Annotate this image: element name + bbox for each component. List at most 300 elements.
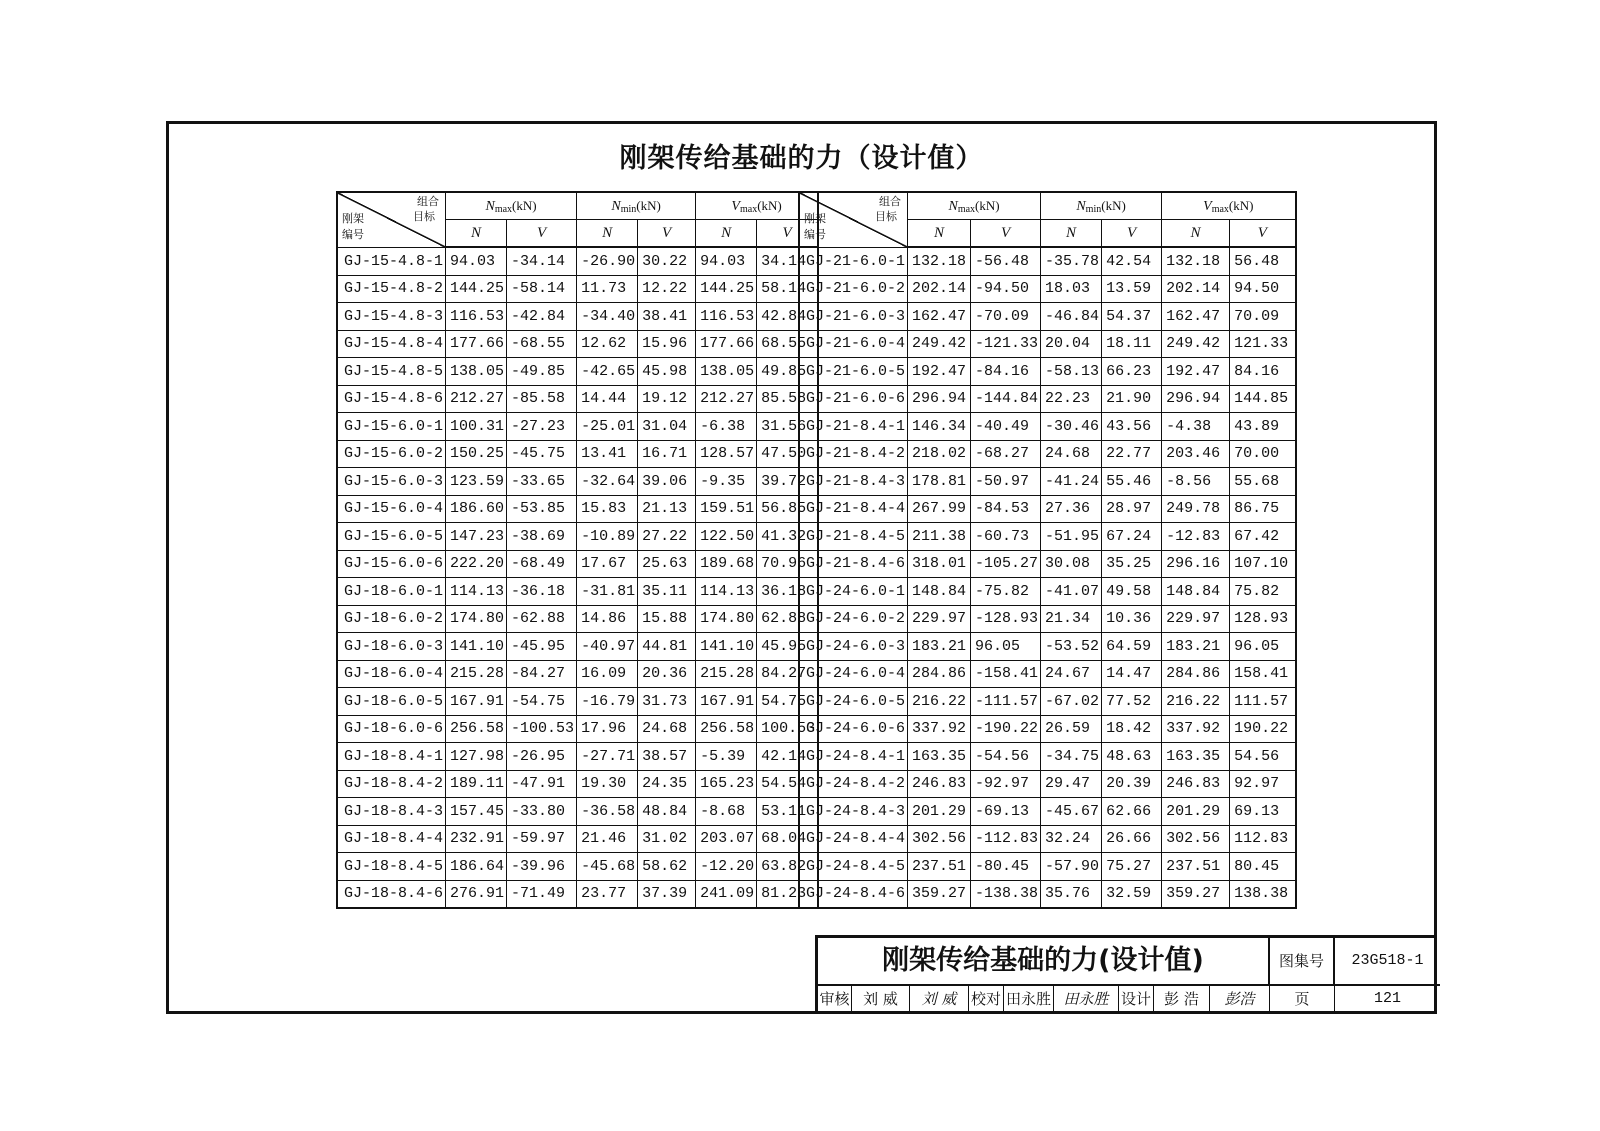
- force-value-cell: 24.68: [1041, 440, 1102, 468]
- force-value-cell: 141.10: [446, 633, 507, 661]
- title-block: [815, 935, 1437, 1014]
- frame-id-cell: GJ-24-6.0-4: [799, 660, 908, 688]
- force-value-cell: 144.25: [446, 275, 507, 303]
- group-unit: (kN): [1228, 197, 1254, 213]
- table-row: [337, 468, 818, 496]
- force-value-cell: 27.36: [1041, 495, 1102, 523]
- col-header: V: [638, 220, 696, 248]
- col-header: N: [446, 220, 507, 248]
- force-value-cell: 216.22: [1162, 688, 1230, 716]
- force-value-cell: -50.97: [971, 468, 1041, 496]
- force-value-cell: 48.63: [1102, 743, 1162, 771]
- frame-id-cell: GJ-15-4.8-4: [337, 330, 446, 358]
- force-value-cell: 64.59: [1102, 633, 1162, 661]
- force-value-cell: 203.07: [696, 825, 757, 853]
- force-value-cell: 127.98: [446, 743, 507, 771]
- force-value-cell: 13.41: [577, 440, 638, 468]
- force-value-cell: -40.49: [971, 413, 1041, 441]
- force-value-cell: 14.44: [577, 385, 638, 413]
- force-value-cell: 359.27: [1162, 880, 1230, 908]
- force-value-cell: 20.36: [638, 660, 696, 688]
- frame-id-cell: GJ-18-6.0-6: [337, 715, 446, 743]
- force-value-cell: 13.59: [1102, 275, 1162, 303]
- force-value-cell: -68.55: [507, 330, 577, 358]
- force-value-cell: 183.21: [1162, 633, 1230, 661]
- force-value-cell: 92.97: [1230, 770, 1296, 798]
- force-value-cell: 114.13: [696, 578, 757, 606]
- frame-id-cell: GJ-15-6.0-4: [337, 495, 446, 523]
- frame-id-cell: GJ-18-8.4-1: [337, 743, 446, 771]
- force-value-cell: -67.02: [1041, 688, 1102, 716]
- frame-id-cell: GJ-18-6.0-3: [337, 633, 446, 661]
- page-number: 121: [1373, 990, 1401, 1007]
- frame-id-cell: GJ-24-8.4-1: [799, 743, 908, 771]
- force-value-cell: -45.67: [1041, 798, 1102, 826]
- force-value-cell: -34.75: [1041, 743, 1102, 771]
- force-value-cell: 31.73: [638, 688, 696, 716]
- force-value-cell: 296.16: [1162, 550, 1230, 578]
- frame-id-cell: GJ-21-8.4-1: [799, 413, 908, 441]
- force-value-cell: 12.62: [577, 330, 638, 358]
- force-value-cell: 18.11: [1102, 330, 1162, 358]
- drawing-name: 刚架传给基础的力(设计值): [818, 938, 1270, 986]
- group-symbol: N: [485, 198, 495, 214]
- frame-id-cell: GJ-15-4.8-5: [337, 358, 446, 386]
- force-value-cell: 54.75: [757, 688, 819, 716]
- force-value-cell: 203.46: [1162, 440, 1230, 468]
- force-value-cell: 18.42: [1102, 715, 1162, 743]
- force-value-cell: 229.97: [908, 605, 971, 633]
- force-value-cell: 10.36: [1102, 605, 1162, 633]
- force-value-cell: 138.05: [446, 358, 507, 386]
- force-value-cell: 44.81: [638, 633, 696, 661]
- col-header: N: [1041, 220, 1102, 248]
- force-value-cell: 201.29: [908, 798, 971, 826]
- group-unit: (kN): [975, 197, 1000, 213]
- force-value-cell: 163.35: [1162, 743, 1230, 771]
- group-subscript: max: [1211, 203, 1229, 215]
- table-row: [337, 495, 818, 523]
- force-value-cell: 17.96: [577, 715, 638, 743]
- force-value-cell: 158.41: [1230, 660, 1296, 688]
- review-name: 刘 威: [852, 986, 910, 1014]
- force-value-cell: 26.66: [1102, 825, 1162, 853]
- force-value-cell: 157.45: [446, 798, 507, 826]
- corner-label: 目标: [413, 210, 436, 223]
- force-value-cell: 116.53: [696, 303, 757, 331]
- force-value-cell: -60.73: [971, 523, 1041, 551]
- force-value-cell: 146.34: [908, 413, 971, 441]
- force-value-cell: 68.04: [757, 825, 819, 853]
- frame-id-cell: GJ-15-6.0-3: [337, 468, 446, 496]
- force-value-cell: 22.77: [1102, 440, 1162, 468]
- force-value-cell: 229.97: [1162, 605, 1230, 633]
- group-symbol: V: [1203, 198, 1212, 214]
- force-value-cell: -8.56: [1162, 468, 1230, 496]
- group-header-nmax: [446, 192, 577, 220]
- force-value-cell: 256.58: [696, 715, 757, 743]
- force-value-cell: 45.95: [757, 633, 819, 661]
- force-value-cell: 53.11: [757, 798, 819, 826]
- table-row: [337, 440, 818, 468]
- force-value-cell: -51.95: [1041, 523, 1102, 551]
- force-value-cell: 128.93: [1230, 605, 1296, 633]
- col-header: N: [696, 220, 757, 248]
- table-row: [337, 247, 818, 275]
- force-value-cell: -33.80: [507, 798, 577, 826]
- frame-id-cell: GJ-18-8.4-2: [337, 770, 446, 798]
- group-symbol: N: [611, 198, 621, 214]
- force-table-right: [798, 191, 1297, 909]
- force-value-cell: 147.23: [446, 523, 507, 551]
- force-value-cell: 128.57: [696, 440, 757, 468]
- group-unit: (kN): [757, 197, 782, 213]
- force-value-cell: 36.18: [757, 578, 819, 606]
- frame-id-cell: GJ-21-6.0-2: [799, 275, 908, 303]
- force-value-cell: -8.68: [696, 798, 757, 826]
- force-value-cell: -46.84: [1041, 303, 1102, 331]
- force-value-cell: 70.96: [757, 550, 819, 578]
- force-value-cell: 18.03: [1041, 275, 1102, 303]
- frame-id-cell: GJ-24-6.0-6: [799, 715, 908, 743]
- force-value-cell: -85.58: [507, 385, 577, 413]
- force-value-cell: -12.20: [696, 853, 757, 881]
- table-row: [799, 688, 1296, 716]
- force-value-cell: -32.64: [577, 468, 638, 496]
- frame-id-cell: GJ-18-6.0-1: [337, 578, 446, 606]
- force-value-cell: 55.68: [1230, 468, 1296, 496]
- force-value-cell: -45.75: [507, 440, 577, 468]
- table-row: [337, 275, 818, 303]
- force-value-cell: 41.32: [757, 523, 819, 551]
- force-value-cell: 296.94: [1162, 385, 1230, 413]
- force-value-cell: 192.47: [908, 358, 971, 386]
- frame-id-cell: GJ-18-8.4-3: [337, 798, 446, 826]
- force-value-cell: 216.22: [908, 688, 971, 716]
- group-subscript: max: [957, 203, 976, 215]
- force-value-cell: 21.13: [638, 495, 696, 523]
- force-value-cell: 94.03: [696, 247, 757, 275]
- force-value-cell: 24.35: [638, 770, 696, 798]
- force-value-cell: 54.56: [1230, 743, 1296, 771]
- frame-id-cell: GJ-18-6.0-2: [337, 605, 446, 633]
- force-value-cell: -100.53: [507, 715, 577, 743]
- table-row: [337, 358, 818, 386]
- table-row: [337, 798, 818, 826]
- force-value-cell: 249.42: [908, 330, 971, 358]
- table-body-right: [799, 247, 1296, 908]
- force-value-cell: 111.57: [1230, 688, 1296, 716]
- frame-id-cell: GJ-21-8.4-5: [799, 523, 908, 551]
- force-value-cell: -45.68: [577, 853, 638, 881]
- force-value-cell: -38.69: [507, 523, 577, 551]
- force-value-cell: 14.86: [577, 605, 638, 633]
- frame-id-cell: GJ-24-8.4-3: [799, 798, 908, 826]
- force-value-cell: 215.28: [446, 660, 507, 688]
- force-value-cell: -6.38: [696, 413, 757, 441]
- force-value-cell: -53.85: [507, 495, 577, 523]
- force-value-cell: 256.58: [446, 715, 507, 743]
- force-value-cell: -35.78: [1041, 247, 1102, 275]
- force-value-cell: 38.57: [638, 743, 696, 771]
- force-value-cell: 67.42: [1230, 523, 1296, 551]
- frame-id-cell: GJ-21-6.0-3: [799, 303, 908, 331]
- force-value-cell: -27.71: [577, 743, 638, 771]
- force-value-cell: 26.59: [1041, 715, 1102, 743]
- force-value-cell: 211.38: [908, 523, 971, 551]
- table-row: [337, 853, 818, 881]
- force-value-cell: 165.23: [696, 770, 757, 798]
- force-value-cell: 27.22: [638, 523, 696, 551]
- force-value-cell: -30.46: [1041, 413, 1102, 441]
- force-value-cell: 178.81: [908, 468, 971, 496]
- table-row: [337, 605, 818, 633]
- force-value-cell: -75.82: [971, 578, 1041, 606]
- force-value-cell: 47.50: [757, 440, 819, 468]
- force-value-cell: -190.22: [971, 715, 1041, 743]
- force-value-cell: 190.22: [1230, 715, 1296, 743]
- col-header: V: [1102, 220, 1162, 248]
- force-value-cell: 138.05: [696, 358, 757, 386]
- force-value-cell: 22.23: [1041, 385, 1102, 413]
- force-value-cell: 249.42: [1162, 330, 1230, 358]
- frame-id-cell: GJ-21-8.4-2: [799, 440, 908, 468]
- force-value-cell: 30.22: [638, 247, 696, 275]
- force-value-cell: -16.79: [577, 688, 638, 716]
- force-value-cell: -33.65: [507, 468, 577, 496]
- force-value-cell: 16.71: [638, 440, 696, 468]
- force-value-cell: 66.23: [1102, 358, 1162, 386]
- frame-id-cell: GJ-15-4.8-1: [337, 247, 446, 275]
- force-value-cell: -9.35: [696, 468, 757, 496]
- force-value-cell: 150.25: [446, 440, 507, 468]
- force-value-cell: 62.88: [757, 605, 819, 633]
- force-value-cell: 116.53: [446, 303, 507, 331]
- force-value-cell: 183.21: [908, 633, 971, 661]
- table-row: [337, 825, 818, 853]
- table-body-left: [337, 247, 818, 908]
- force-value-cell: 237.51: [908, 853, 971, 881]
- force-value-cell: 49.58: [1102, 578, 1162, 606]
- force-value-cell: 55.46: [1102, 468, 1162, 496]
- page-title: 刚架传给基础的力（设计值）: [619, 143, 984, 174]
- force-value-cell: -39.96: [507, 853, 577, 881]
- force-value-cell: -47.91: [507, 770, 577, 798]
- frame-id-cell: GJ-24-8.4-2: [799, 770, 908, 798]
- force-value-cell: 174.80: [696, 605, 757, 633]
- frame-id-cell: GJ-21-6.0-1: [799, 247, 908, 275]
- force-value-cell: 212.27: [696, 385, 757, 413]
- col-header: N: [1162, 220, 1230, 248]
- force-value-cell: -26.90: [577, 247, 638, 275]
- force-value-cell: -53.52: [1041, 633, 1102, 661]
- force-value-cell: 186.60: [446, 495, 507, 523]
- force-value-cell: 94.03: [446, 247, 507, 275]
- group-header-vmax: [1162, 192, 1296, 220]
- force-value-cell: 69.13: [1230, 798, 1296, 826]
- frame-id-cell: GJ-24-8.4-5: [799, 853, 908, 881]
- force-value-cell: 132.18: [908, 247, 971, 275]
- frame-id-cell: GJ-24-6.0-5: [799, 688, 908, 716]
- frame-id-cell: GJ-18-6.0-4: [337, 660, 446, 688]
- frame-id-cell: GJ-18-8.4-4: [337, 825, 446, 853]
- force-value-cell: 35.76: [1041, 880, 1102, 908]
- force-value-cell: 35.11: [638, 578, 696, 606]
- force-value-cell: 34.14: [757, 247, 819, 275]
- force-value-cell: -144.84: [971, 385, 1041, 413]
- force-value-cell: 39.06: [638, 468, 696, 496]
- force-value-cell: -40.97: [577, 633, 638, 661]
- force-value-cell: -56.48: [971, 247, 1041, 275]
- force-value-cell: 25.63: [638, 550, 696, 578]
- force-value-cell: 19.12: [638, 385, 696, 413]
- force-value-cell: 94.50: [1230, 275, 1296, 303]
- force-value-cell: 123.59: [446, 468, 507, 496]
- force-value-cell: 43.89: [1230, 413, 1296, 441]
- force-value-cell: 112.83: [1230, 825, 1296, 853]
- group-subscript: min: [620, 203, 637, 215]
- force-value-cell: 11.73: [577, 275, 638, 303]
- force-value-cell: 20.39: [1102, 770, 1162, 798]
- force-value-cell: 121.33: [1230, 330, 1296, 358]
- force-value-cell: 212.27: [446, 385, 507, 413]
- force-value-cell: 232.91: [446, 825, 507, 853]
- table-row: [799, 385, 1296, 413]
- force-value-cell: 38.41: [638, 303, 696, 331]
- force-value-cell: 81.23: [757, 880, 819, 908]
- force-value-cell: 186.64: [446, 853, 507, 881]
- force-value-cell: 54.54: [757, 770, 819, 798]
- force-value-cell: 246.83: [1162, 770, 1230, 798]
- force-value-cell: 63.82: [757, 853, 819, 881]
- frame-id-cell: GJ-21-8.4-4: [799, 495, 908, 523]
- force-value-cell: 17.67: [577, 550, 638, 578]
- force-value-cell: -42.84: [507, 303, 577, 331]
- force-value-cell: -34.40: [577, 303, 638, 331]
- force-value-cell: 222.20: [446, 550, 507, 578]
- force-value-cell: 15.88: [638, 605, 696, 633]
- table-row: [799, 578, 1296, 606]
- force-value-cell: 337.92: [908, 715, 971, 743]
- force-value-cell: 167.91: [446, 688, 507, 716]
- table-row: [799, 770, 1296, 798]
- force-value-cell: -54.56: [971, 743, 1041, 771]
- force-value-cell: 32.59: [1102, 880, 1162, 908]
- force-value-cell: 86.75: [1230, 495, 1296, 523]
- force-value-cell: 114.13: [446, 578, 507, 606]
- table-row: [799, 523, 1296, 551]
- force-value-cell: -71.49: [507, 880, 577, 908]
- force-value-cell: 24.67: [1041, 660, 1102, 688]
- frame-id-cell: GJ-24-6.0-3: [799, 633, 908, 661]
- corner-label: 编号: [804, 228, 826, 241]
- force-value-cell: 132.18: [1162, 247, 1230, 275]
- group-symbol: N: [1076, 198, 1086, 214]
- frame-id-cell: GJ-15-6.0-2: [337, 440, 446, 468]
- force-value-cell: -49.85: [507, 358, 577, 386]
- review-signature: 刘 威: [910, 986, 969, 1014]
- frame-id-cell: GJ-21-8.4-3: [799, 468, 908, 496]
- force-value-cell: 174.80: [446, 605, 507, 633]
- table-row: [799, 880, 1296, 908]
- table-row: [337, 715, 818, 743]
- force-value-cell: -31.81: [577, 578, 638, 606]
- table-row: [799, 605, 1296, 633]
- force-value-cell: 302.56: [1162, 825, 1230, 853]
- table-row: [799, 660, 1296, 688]
- force-value-cell: 35.25: [1102, 550, 1162, 578]
- force-value-cell: 100.53: [757, 715, 819, 743]
- corner-label: 编号: [342, 228, 364, 241]
- design-signature: 彭浩: [1210, 986, 1270, 1014]
- force-value-cell: -41.07: [1041, 578, 1102, 606]
- table-row: [799, 247, 1296, 275]
- force-value-cell: 122.50: [696, 523, 757, 551]
- force-value-cell: 15.96: [638, 330, 696, 358]
- force-value-cell: 141.10: [696, 633, 757, 661]
- force-value-cell: 296.94: [908, 385, 971, 413]
- force-value-cell: 31.02: [638, 825, 696, 853]
- frame-id-cell: GJ-18-8.4-5: [337, 853, 446, 881]
- table-row: [799, 275, 1296, 303]
- force-value-cell: 162.47: [908, 303, 971, 331]
- force-value-cell: -105.27: [971, 550, 1041, 578]
- force-value-cell: -68.49: [507, 550, 577, 578]
- group-symbol: N: [948, 198, 958, 214]
- table-row: [337, 633, 818, 661]
- frame-id-cell: GJ-18-8.4-6: [337, 880, 446, 908]
- corner-label: 组合: [879, 195, 902, 208]
- force-value-cell: 218.02: [908, 440, 971, 468]
- force-value-cell: 148.84: [908, 578, 971, 606]
- force-value-cell: 32.24: [1041, 825, 1102, 853]
- group-symbol: V: [731, 198, 740, 214]
- corner-label: 刚架: [804, 212, 826, 225]
- group-subscript: max: [739, 203, 758, 215]
- force-value-cell: 24.68: [638, 715, 696, 743]
- force-value-cell: 48.84: [638, 798, 696, 826]
- force-value-cell: 84.16: [1230, 358, 1296, 386]
- force-value-cell: -25.01: [577, 413, 638, 441]
- col-header: V: [757, 220, 819, 248]
- group-unit: (kN): [1101, 197, 1126, 213]
- group-subscript: min: [1085, 203, 1102, 215]
- force-value-cell: 56.85: [757, 495, 819, 523]
- force-value-cell: 56.48: [1230, 247, 1296, 275]
- table-row: [799, 330, 1296, 358]
- atlas-number: 23G518-1: [1335, 938, 1440, 986]
- table-row: [337, 688, 818, 716]
- group-unit: (kN): [636, 197, 661, 213]
- force-value-cell: 138.38: [1230, 880, 1296, 908]
- force-value-cell: 49.85: [757, 358, 819, 386]
- force-value-cell: -84.53: [971, 495, 1041, 523]
- force-value-cell: 84.27: [757, 660, 819, 688]
- frame-id-cell: GJ-21-8.4-6: [799, 550, 908, 578]
- table-row: [799, 550, 1296, 578]
- table-row: [337, 770, 818, 798]
- frame-id-cell: GJ-15-6.0-1: [337, 413, 446, 441]
- force-value-cell: -26.95: [507, 743, 577, 771]
- force-value-cell: 96.05: [971, 633, 1041, 661]
- frame-id-cell: GJ-18-6.0-5: [337, 688, 446, 716]
- force-value-cell: 58.14: [757, 275, 819, 303]
- table-row: [799, 743, 1296, 771]
- frame-id-cell: GJ-21-6.0-5: [799, 358, 908, 386]
- design-label: 设计: [1119, 986, 1154, 1014]
- force-value-cell: 192.47: [1162, 358, 1230, 386]
- frame-id-cell: GJ-21-6.0-6: [799, 385, 908, 413]
